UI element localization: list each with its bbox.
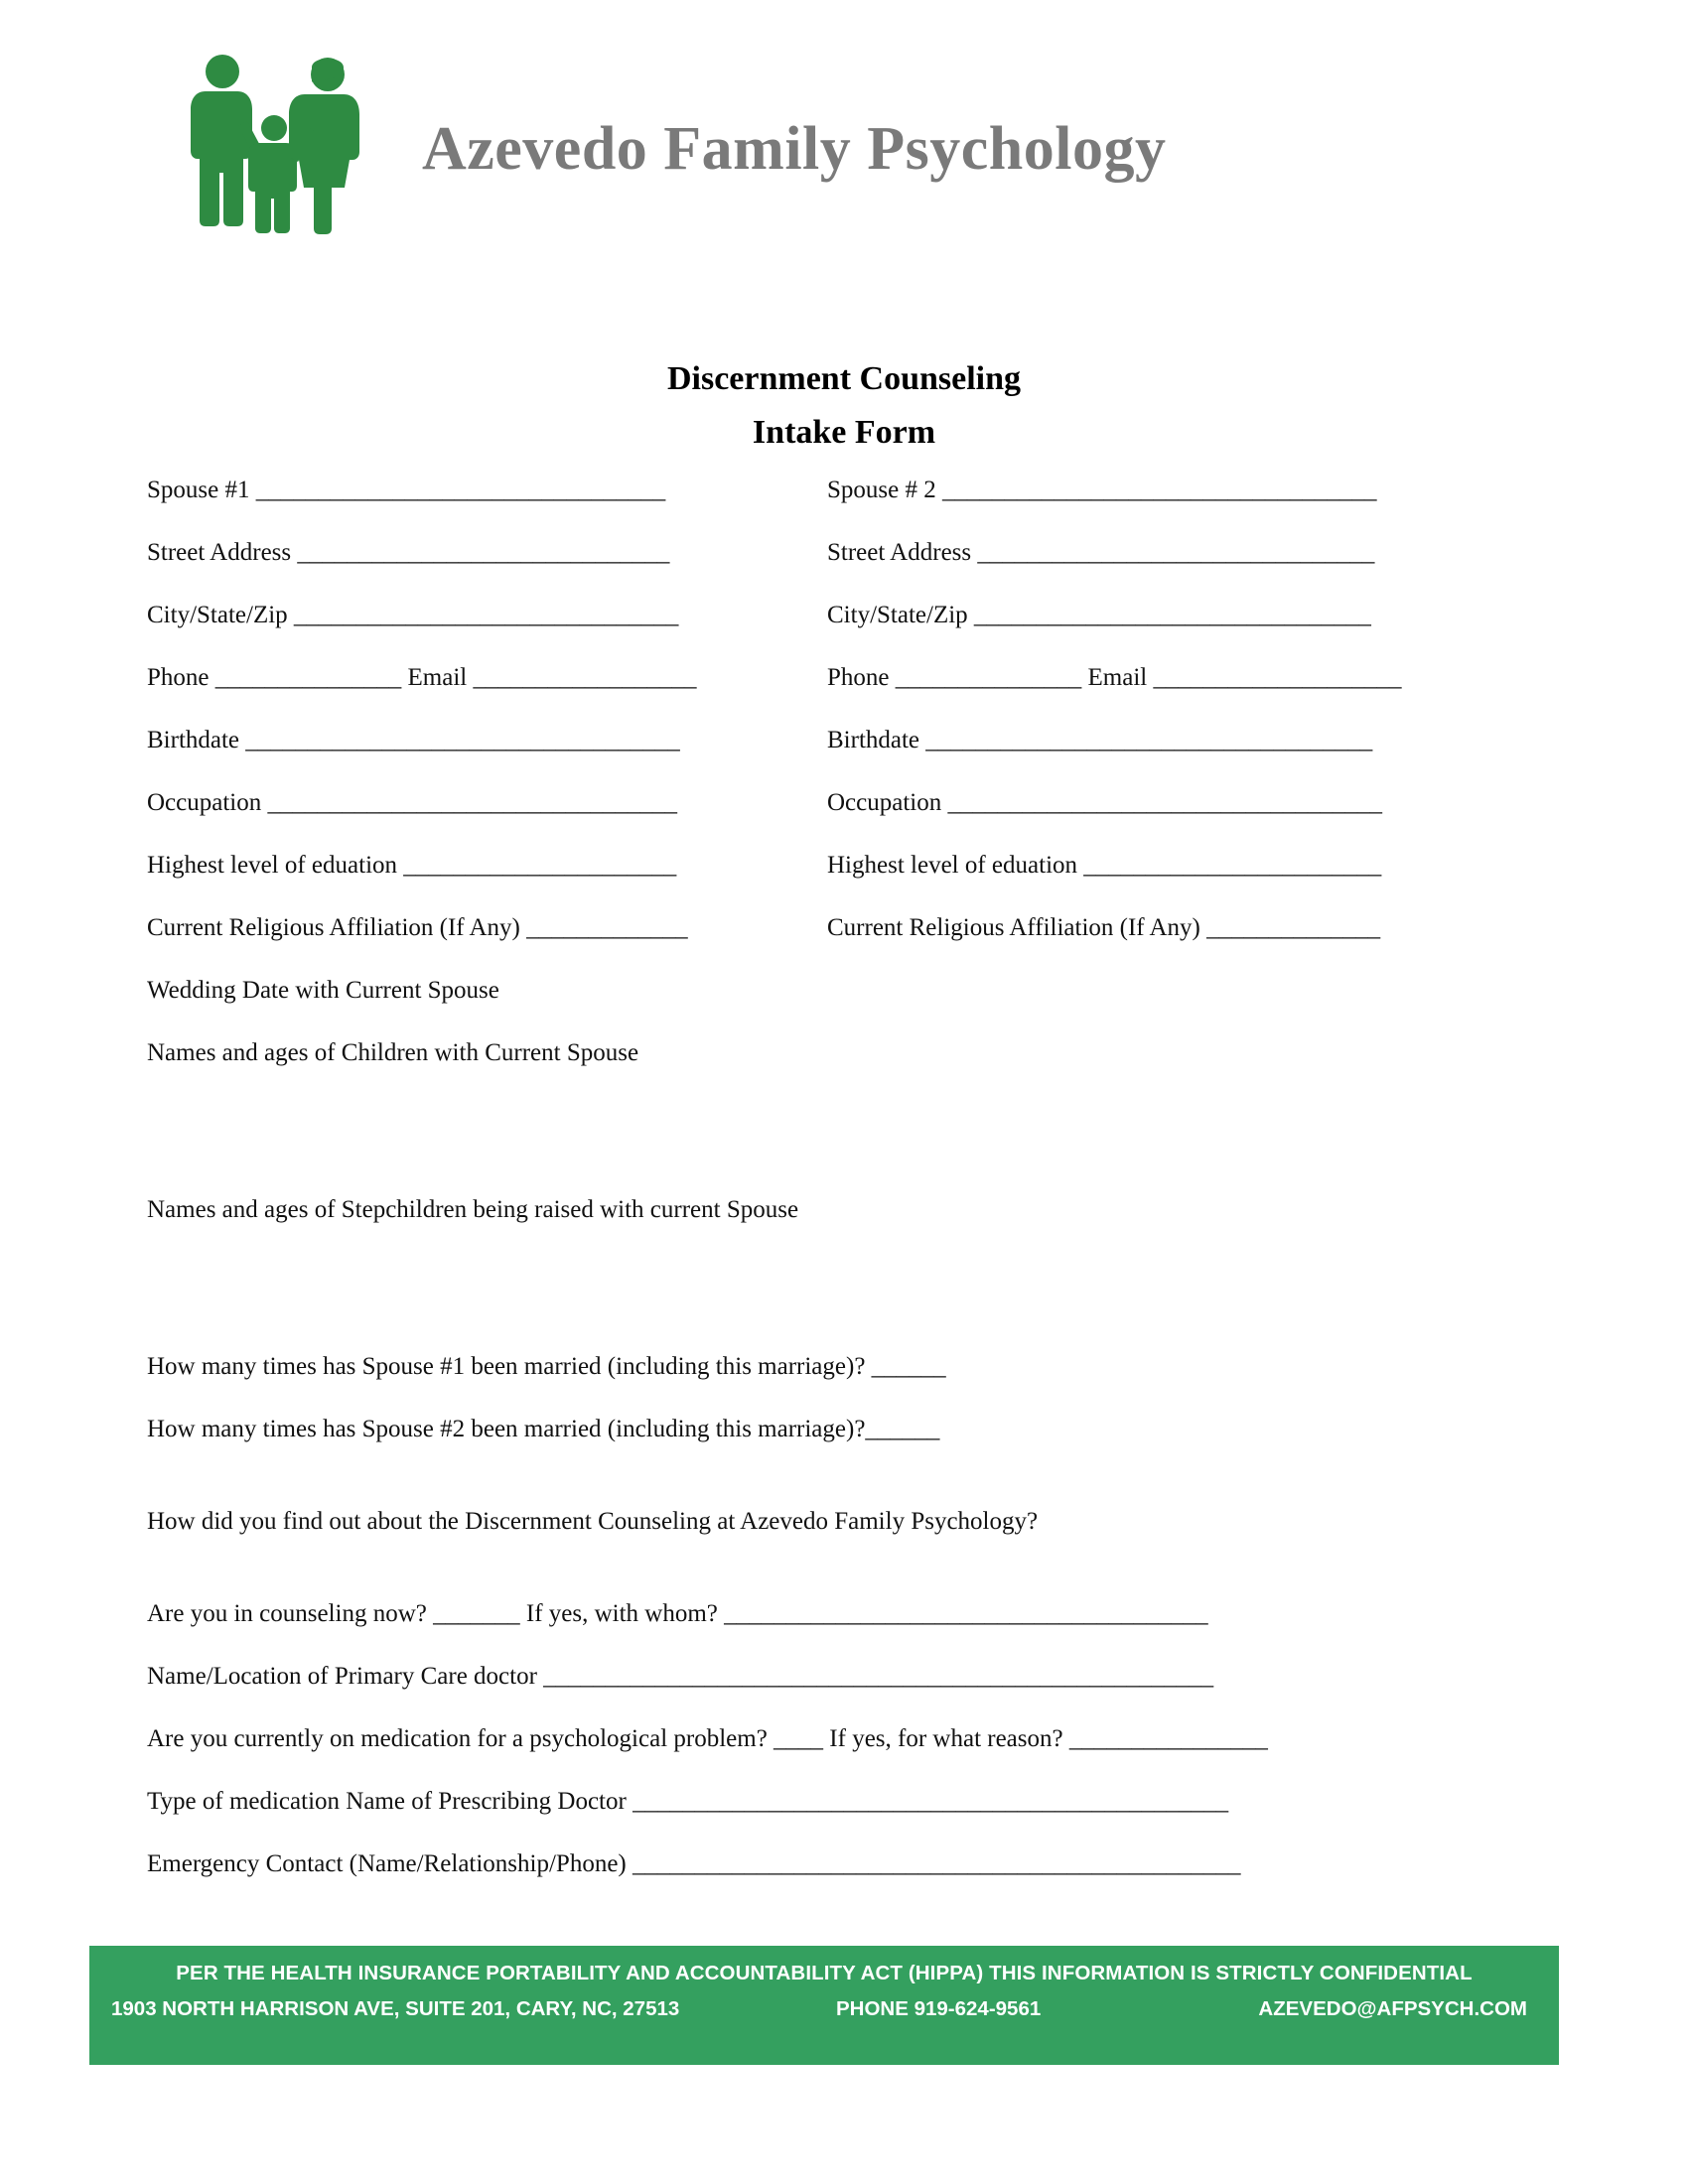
field-spouse1-name[interactable]: Spouse #1 _________________________________ <box>147 477 666 503</box>
footer-band <box>89 1946 1559 2065</box>
form-row <box>147 852 1557 914</box>
field-spouse1-birthdate[interactable]: Birthdate ___________________________________ <box>147 727 680 753</box>
field-marriages-spouse1[interactable]: How many times has Spouse #1 been married (including this marriage)? ______ <box>147 1353 946 1380</box>
field-medication-type-prescriber[interactable]: Type of medication Name of Prescribing Doctor ________________________________________________ <box>147 1788 1229 1815</box>
field-spouse2-religion[interactable]: Current Religious Affiliation (If Any) ______________ <box>827 914 1381 941</box>
spacer <box>147 1570 1557 1600</box>
field-wedding-date[interactable]: Wedding Date with Current Spouse <box>147 977 499 1004</box>
field-referral-source[interactable]: How did you find out about the Discernment Counseling at Azevedo Family Psychology? <box>147 1508 1039 1535</box>
confidentiality-notice: PER THE HEALTH INSURANCE PORTABILITY AND ACCOUNTABILITY ACT (HIPPA) THIS INFORMATION IS STRICTLY CONFIDENTIAL <box>176 1962 1473 1984</box>
form-row <box>147 664 1557 727</box>
field-spouse2-birthdate[interactable]: Birthdate ____________________________________ <box>827 727 1373 753</box>
field-spouse2-citystatezip[interactable]: City/State/Zip ________________________________ <box>827 602 1371 628</box>
footer-email[interactable]: AZEVEDO@AFPSYCH.COM <box>1258 1997 1527 2020</box>
answer-space-children[interactable] <box>147 1102 1557 1196</box>
page-title-line1: Discernment Counseling <box>666 360 1022 397</box>
brand-title: Azevedo Family Psychology <box>422 115 1167 183</box>
field-psych-medication[interactable]: Are you currently on medication for a psychological problem? ____ If yes, for what reason? ________________ <box>147 1725 1268 1752</box>
field-spouse2-phone-email[interactable]: Phone _______________ Email ____________________ <box>827 664 1402 691</box>
field-spouse1-citystatezip[interactable]: City/State/Zip _______________________________ <box>147 602 679 628</box>
field-spouse2-name[interactable]: Spouse # 2 ___________________________________ <box>827 477 1377 503</box>
field-pair-names <box>147 477 1557 977</box>
form-row <box>147 602 1557 664</box>
page-title <box>0 352 1688 460</box>
answer-space-stepchildren[interactable] <box>147 1259 1557 1353</box>
spacer <box>147 1478 1557 1508</box>
footer-contact-row <box>111 1997 1537 2025</box>
footer-phone: PHONE 919-624-9561 <box>836 1997 1042 2020</box>
field-spouse1-religion[interactable]: Current Religious Affiliation (If Any) _____________ <box>147 914 688 941</box>
field-children-names-ages[interactable]: Names and ages of Children with Current Spouse <box>147 1039 639 1066</box>
document-header <box>174 40 1564 268</box>
field-spouse2-occupation[interactable]: Occupation ___________________________________ <box>827 789 1382 816</box>
field-spouse1-education[interactable]: Highest level of eduation ______________________ <box>147 852 677 879</box>
form-row <box>147 789 1557 852</box>
field-spouse1-street[interactable]: Street Address ______________________________ <box>147 539 670 566</box>
field-spouse1-occupation[interactable]: Occupation _________________________________ <box>147 789 677 816</box>
form-row <box>147 477 1557 539</box>
field-spouse2-street[interactable]: Street Address ________________________________ <box>827 539 1375 566</box>
field-marriages-spouse2[interactable]: How many times has Spouse #2 been married (including this marriage)?______ <box>147 1416 940 1442</box>
page-title-line2: Intake Form <box>752 414 936 451</box>
field-emergency-contact[interactable]: Emergency Contact (Name/Relationship/Phone) _________________________________________________ <box>147 1850 1241 1877</box>
form-row <box>147 539 1557 602</box>
field-primary-care-doctor[interactable]: Name/Location of Primary Care doctor ______________________________________________________ <box>147 1663 1214 1690</box>
family-silhouette-logo-icon <box>174 50 392 268</box>
field-stepchildren-names-ages[interactable]: Names and ages of Stepchildren being raised with current Spouse <box>147 1196 799 1223</box>
field-current-counseling[interactable]: Are you in counseling now? _______ If yes, with whom? _______________________________________ <box>147 1600 1208 1627</box>
form-row <box>147 727 1557 789</box>
intake-form <box>147 477 1557 1913</box>
form-row <box>147 914 1557 977</box>
footer-address: 1903 NORTH HARRISON AVE, SUITE 201, CARY, NC, 27513 <box>111 1997 680 2020</box>
field-spouse2-education[interactable]: Highest level of eduation ________________________ <box>827 852 1382 879</box>
field-spouse1-phone-email[interactable]: Phone _______________ Email __________________ <box>147 664 697 691</box>
